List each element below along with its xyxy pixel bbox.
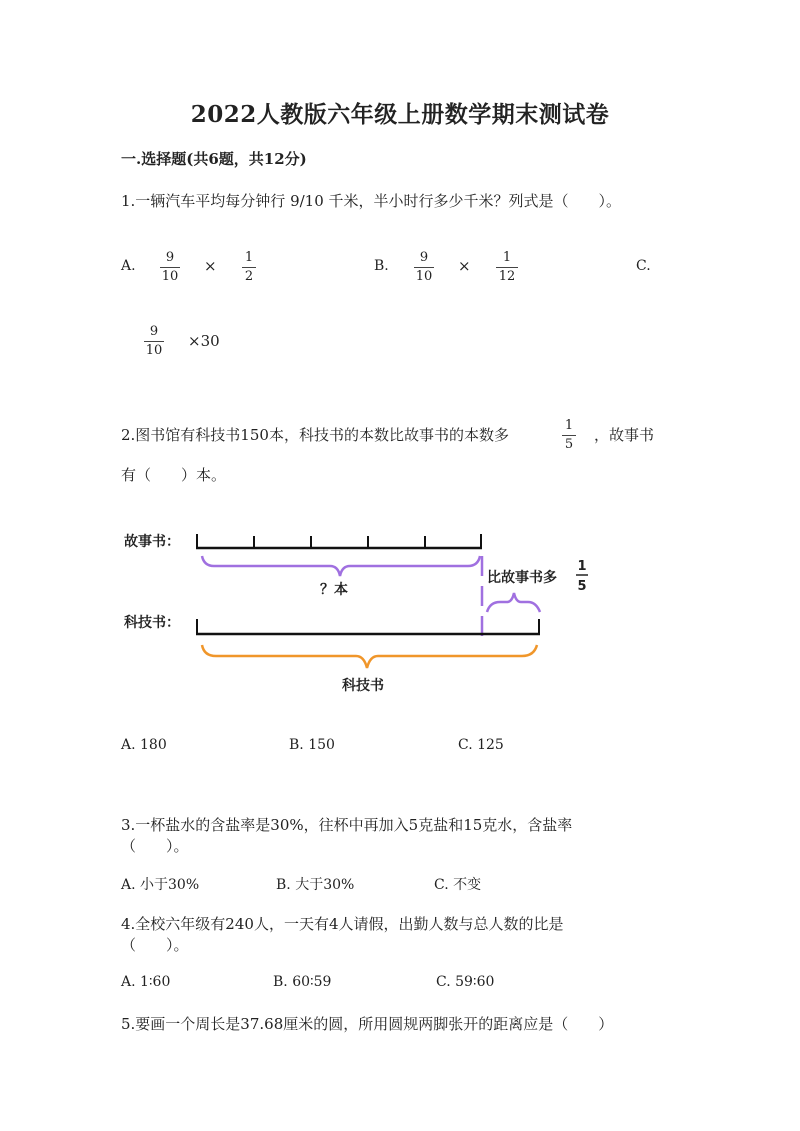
q4-option-a: A. 1∶60: [121, 974, 171, 990]
compare-brace: [487, 593, 540, 612]
times-sign: ×: [204, 257, 217, 275]
fraction-denominator: 10: [161, 269, 179, 284]
q4-option-c: C. 59∶60: [436, 974, 495, 990]
tech-book-brace-label: 科技书: [342, 678, 384, 694]
fraction-denominator: 10: [415, 269, 433, 284]
q4-stem-line1: 4.全校六年级有240人，一天有4人请假，出勤人数与总人数的比是: [121, 915, 564, 933]
fraction-numerator: 1: [244, 250, 254, 265]
tech-book-label: 科技书：: [124, 615, 180, 631]
section-heading: 一.选择题(共6题，共12分): [121, 150, 307, 168]
fraction-numerator: 1: [502, 250, 512, 265]
q3-option-b: B. 大于30%: [276, 877, 355, 893]
q2-option-c: C. 125: [458, 737, 504, 753]
fraction-denominator: 2: [244, 269, 254, 284]
fraction-denominator: 12: [498, 269, 516, 284]
times-sign: ×: [458, 257, 471, 275]
q1-option-c-tail: ×30: [188, 332, 220, 350]
q1-stem: 1.一辆汽车平均每分钟行 9/10 千米，半小时行多少千米？列式是（ ）。: [121, 192, 622, 210]
fraction-numerator: 9: [165, 250, 175, 265]
q4-option-b: B. 60∶59: [273, 974, 332, 990]
story-book-brace-label: ？本: [320, 582, 348, 598]
q2-stem-part1: 2.图书馆有科技书150本，科技书的本数比故事书的本数多: [121, 426, 509, 444]
fraction-denominator: 10: [145, 343, 163, 358]
q1-option-b-label: B.: [374, 258, 389, 274]
q3-option-c: C. 不变: [434, 877, 482, 893]
q3-option-a: A. 小于30%: [121, 877, 200, 893]
q2-stem-line2: 有（ ）本。: [121, 466, 227, 484]
q3-stem-line1: 3.一杯盐水的含盐率是30%，往杯中再加入5克盐和15克水，含盐率: [121, 816, 573, 834]
q4-stem-line2: （ ）。: [121, 936, 189, 954]
fraction-denominator: 5: [564, 437, 574, 452]
q3-stem-line2: （ ）。: [121, 837, 189, 855]
story-book-brace: [202, 556, 480, 576]
q5-stem: 5.要画一个周长是37.68厘米的圆，所用圆规两脚张开的距离应是（ ）: [121, 1015, 614, 1033]
compare-fraction-denominator: 5: [577, 579, 587, 594]
page-title: 2022人教版六年级上册数学期末测试卷: [190, 101, 610, 128]
tech-book-ticks: [197, 619, 539, 635]
q2-stem-part2: ，故事书: [594, 426, 655, 444]
fraction-numerator: 1: [564, 418, 574, 433]
compare-fraction-numerator: 1: [577, 559, 587, 574]
compare-label: 比故事书多: [487, 570, 557, 586]
q2-option-a: A. 180: [121, 737, 167, 753]
q1-option-a-label: A.: [121, 258, 136, 274]
q2-option-b: B. 150: [289, 737, 335, 753]
fraction-numerator: 9: [149, 324, 159, 339]
tech-book-brace: [202, 645, 537, 668]
q1-option-c-label: C.: [636, 258, 651, 274]
story-book-label: 故事书：: [124, 534, 180, 550]
fraction-numerator: 9: [419, 250, 429, 265]
